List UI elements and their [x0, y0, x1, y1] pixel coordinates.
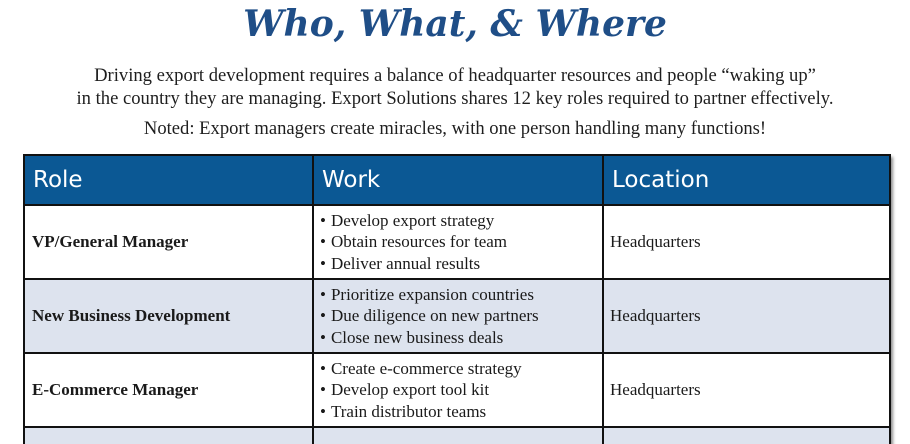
work-list — [320, 358, 596, 423]
work-list — [320, 284, 596, 349]
work-item: • Create e-commerce strategy — [320, 358, 596, 380]
table-header-row — [24, 155, 890, 205]
role-cell: E-Commerce Manager — [24, 353, 313, 427]
role-cell-empty — [24, 427, 313, 444]
location-cell: Headquarters — [603, 353, 890, 427]
roles-table-container — [23, 154, 889, 444]
location-cell-empty — [603, 427, 890, 444]
location-cell: Headquarters — [603, 279, 890, 353]
header-work: Work — [313, 155, 603, 205]
header-location: Location — [603, 155, 890, 205]
work-item: • Prioritize expansion countries — [320, 284, 596, 306]
work-cell — [313, 353, 603, 427]
work-item: • Train distributor teams — [320, 401, 596, 423]
work-list — [320, 210, 596, 275]
work-item: • Deliver annual results — [320, 253, 596, 275]
page-title: Who, What, & Where — [243, 3, 667, 45]
work-item: • Develop export tool kit — [320, 379, 596, 401]
note-text: Noted: Export managers create miracles, with one person handling many functions! — [143, 118, 767, 139]
role-cell: New Business Development — [24, 279, 313, 353]
intro-line-1: Driving export development requires a balance of headquarter resources and people “waking up” — [94, 65, 816, 86]
table-row — [24, 279, 890, 353]
intro-line-2: in the country they are managing. Export Solutions shares 12 key roles required to partner effectively. — [76, 88, 834, 109]
location-cell: Headquarters — [603, 205, 890, 279]
roles-table — [23, 154, 891, 444]
intro-paragraph — [0, 64, 910, 110]
header-role: Role — [24, 155, 313, 205]
work-item: • Obtain resources for team — [320, 231, 596, 253]
work-item: • Close new business deals — [320, 327, 596, 349]
role-cell: VP/General Manager — [24, 205, 313, 279]
table-row-partial — [24, 427, 890, 444]
work-cell — [313, 205, 603, 279]
work-cell — [313, 279, 603, 353]
work-item: • Due diligence on new partners — [320, 305, 596, 327]
table-row — [24, 205, 890, 279]
table-row — [24, 353, 890, 427]
work-cell-empty — [313, 427, 603, 444]
work-item: • Develop export strategy — [320, 210, 596, 232]
